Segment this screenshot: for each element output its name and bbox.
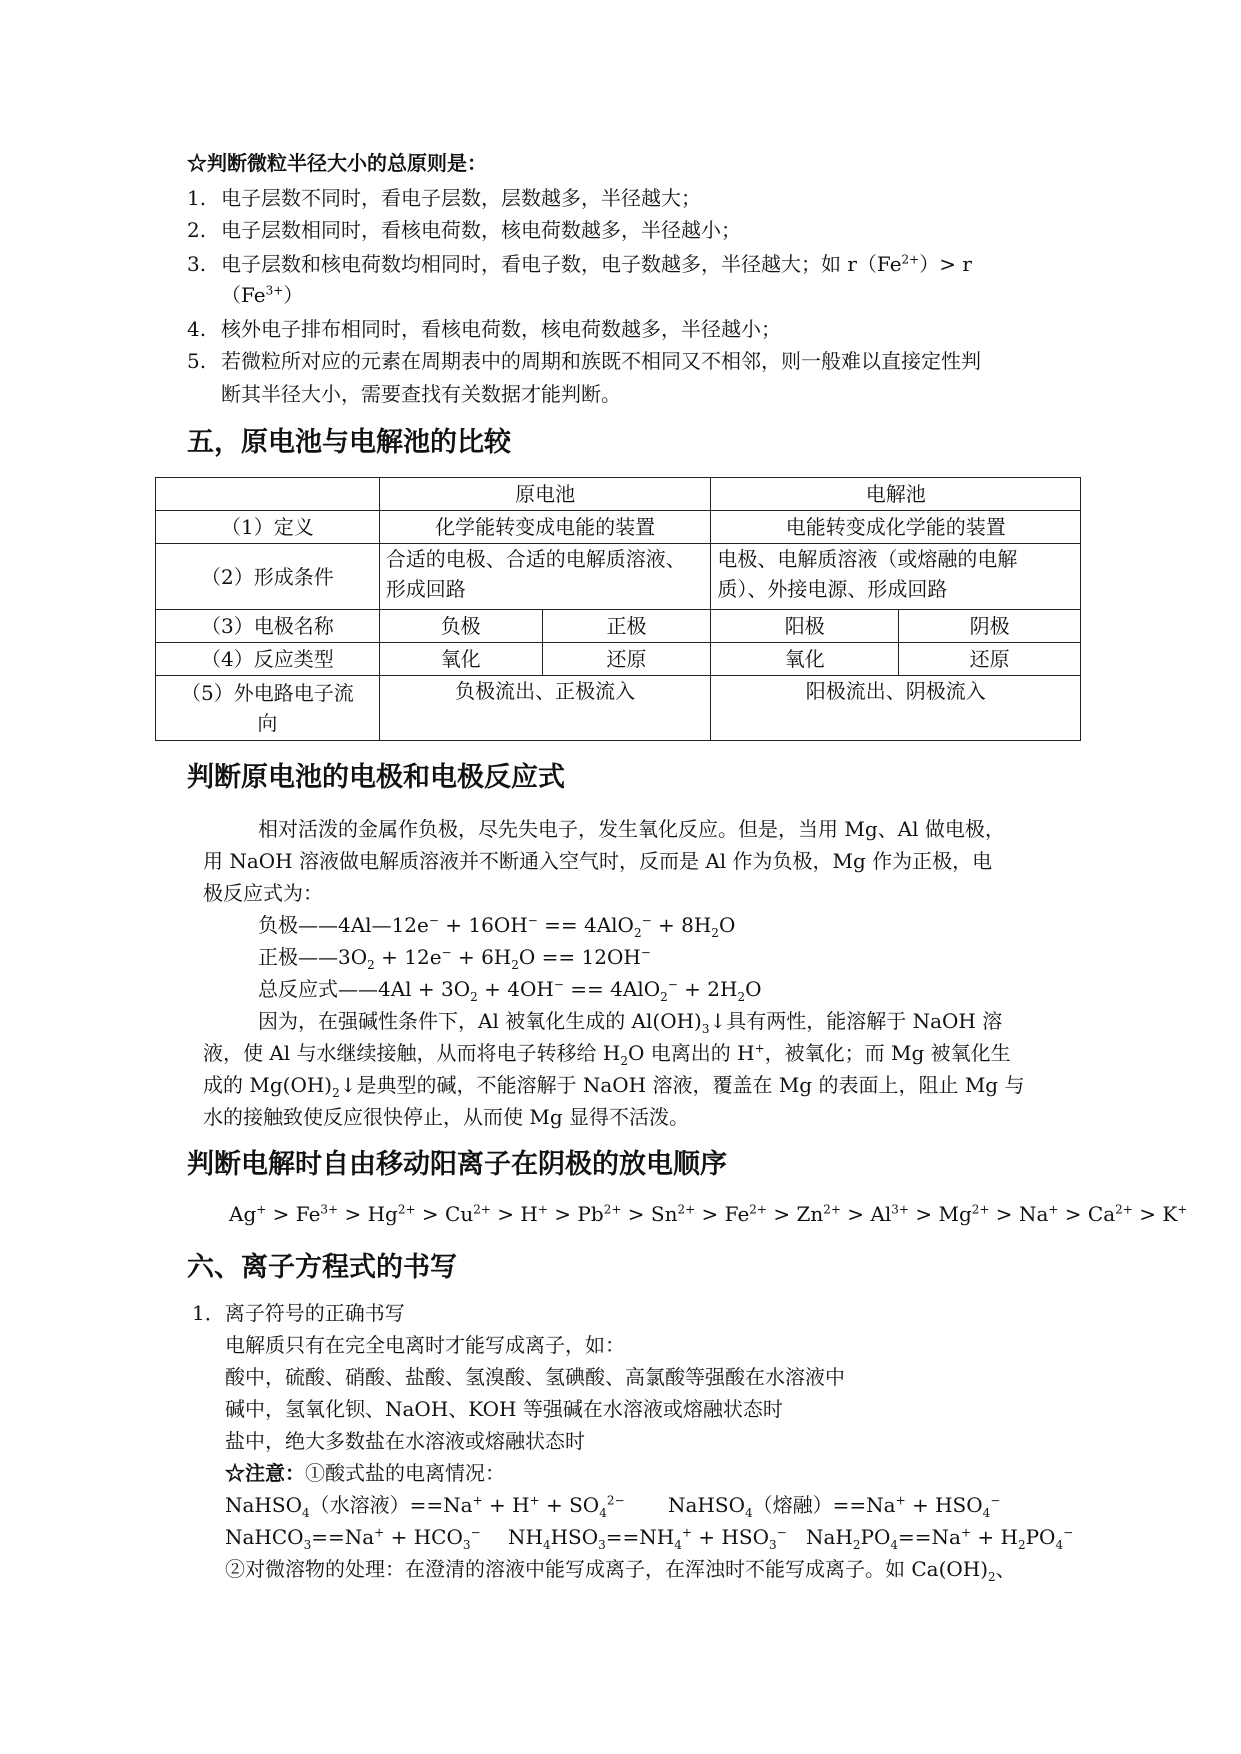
header-primary-cell: 原电池 (379, 478, 711, 511)
comparison-table (155, 477, 1081, 741)
electrode-paragraph-line: 极反应式为： (203, 881, 323, 905)
ion-text-line: 碱中，氢氧化钡、NaOH、KOH 等强碱在水溶液或熔融状态时 (225, 1397, 783, 1421)
table-row (156, 511, 1081, 544)
cation-mg: $Mg^{2+}$ (938, 1202, 990, 1226)
cation-fe: $Fe^{3+}$ (295, 1202, 339, 1226)
discharge-order-line: $Ag^+ > Fe^{3+} > Hg^{2+} > Cu^{2+} > H^+ > Pb^{2+} > Sn^{2+} > Fe^{2+} > Zn^{2+} > Al^{3+} > Mg^{2+} > Na^+ > Ca^{2+} > K^+$ (229, 1202, 1188, 1226)
row-label: （5）外电路电子流 向 (156, 676, 380, 741)
principle-item-5: 5. 若微粒所对应的元素在周期表中的周期和族既不相同又不相邻，则一般难以直接定性判 (187, 349, 981, 373)
primary-flow: 负极流出、正极流入 (379, 676, 711, 741)
electrolytic-definition: 电能转变成化学能的装置 (711, 511, 1081, 544)
cell: 还原 (899, 643, 1081, 676)
section6-heading: 六、离子方程式的书写 (187, 1252, 457, 1283)
electrolytic-conditions: 电极、电解质溶液（或熔融的电解 质）、外接电源、形成回路 (711, 544, 1081, 610)
cation-ca: $Ca^{2+}$ (1087, 1202, 1133, 1226)
cation-na: Na+ (1018, 1202, 1059, 1226)
cation-fe: $Fe^{2+}$ (724, 1202, 767, 1226)
electrode-section-heading: 判断原电池的电极和电极反应式 (187, 762, 565, 793)
table-row (156, 643, 1081, 676)
section5-heading: 五，原电池与电解池的比较 (187, 427, 511, 458)
primary-conditions: 合适的电极、合适的电解质溶液、 形成回路 (379, 544, 711, 610)
table-header-row (156, 478, 1081, 511)
principle-item-2: 2. 电子层数相同时，看核电荷数，核电荷数越多，半径越小； (187, 218, 741, 242)
explanation-line: 成的 $Mg(OH)_2↓$是典型的碱，不能溶解于 NaOH 溶液，覆盖在 Mg 的表面上，阻止 Mg 与 (203, 1073, 1025, 1100)
nahco3-equation: NaHCO$_3$==Na+ + $HCO_3^-$ (225, 1525, 481, 1552)
cell: 阴极 (899, 610, 1081, 643)
negative-electrode-equation: 负极——4Al—12e− + $16OH^- == 4AlO_2^- + 8H_2O$ (258, 913, 736, 940)
principles-title: ☆判断微粒半径大小的总原则是： (187, 151, 487, 175)
principle-item-5-cont: 断其半径大小，需要查找有关数据才能判断。 (221, 382, 621, 406)
cation-sn: $Sn^{2+}$ (650, 1202, 696, 1226)
cell: 阳极 (711, 610, 899, 643)
note-label: ☆注意： (225, 1461, 305, 1485)
cation-k: K+ (1162, 1202, 1188, 1226)
electrode-paragraph-line: 用 NaOH 溶液做电解质溶液并不断通入空气时，反而是 Al 作为负极，Mg 作为正极，电 (203, 849, 993, 873)
row-label: （3）电极名称 (156, 610, 380, 643)
principle-item-1: 1. 电子层数不同时，看电子层数，层数越多，半径越大； (187, 186, 701, 210)
cell: 氧化 (379, 643, 542, 676)
total-reaction-equation: 总反应式——4Al + $3O_2 + 4OH^- == 4AlO_2^- + 2H_2O$ (258, 977, 762, 1004)
ion-text-line: 酸中，硫酸、硝酸、盐酸、氢溴酸、氢碘酸、高氯酸等强酸在水溶液中 (225, 1365, 845, 1389)
ion-text-line: 电解质只有在完全电离时才能写成离子，如： (225, 1333, 625, 1357)
principle-item-3: 3. 电子层数和核电荷数均相同时，看电子数，电子数越多，半径越大；如 $r(Fe^{2+})> r$ (187, 252, 972, 276)
cation-zn: $Zn^{2+}$ (796, 1202, 841, 1226)
cell: 负极 (379, 610, 542, 643)
table-row (156, 544, 1081, 610)
explanation-line: 液，使 Al 与水继续接触，从而将电子转移给 $H_2O$ 电离出的 H+，被氧化；而 Mg 被氧化生 (203, 1041, 1011, 1068)
positive-electrode-equation: 正极$——3O_2 + 12e^- + 6H_2O == 12OH^-$ (258, 945, 651, 972)
cation-hg: $Hg^{2+}$ (367, 1202, 416, 1226)
header-electrolytic-cell: 电解池 (711, 478, 1081, 511)
cell: 正极 (542, 610, 711, 643)
explanation-line: 因为，在强碱性条件下，Al 被氧化生成的 $Al(OH)_3↓$具有两性，能溶解于 NaOH 溶 (258, 1009, 1003, 1036)
row-label: （4）反应类型 (156, 643, 380, 676)
electrolytic-flow: 阳极流出、阴极流入 (711, 676, 1081, 741)
cation-h: H+ (520, 1202, 548, 1226)
microsoluble-note-line: ②对微溶物的处理：在澄清的溶液中能写成离子，在浑浊时不能写成离子。如 $Ca(OH)_2$、 (225, 1557, 1016, 1584)
ion-symbol-subheading: 1．离子符号的正确书写 (192, 1301, 405, 1325)
header-blank (156, 478, 380, 511)
ion-text-line: 盐中，绝大多数盐在水溶液或熔融状态时 (225, 1429, 585, 1453)
table-row (156, 610, 1081, 643)
cation-cu: $Cu^{2+}$ (445, 1202, 491, 1226)
nahso4-molten-equation: NaHSO$_4$（熔融）$==Na^+ + HSO_4^-$ (668, 1493, 1001, 1520)
row-label: （2）形成条件 (156, 544, 380, 610)
nahso4-aqueous-equation: NaHSO$_4$（水溶液）$==Na^+ + H^+ + SO_4^{2-}$ (225, 1493, 625, 1520)
cation-al: $Al^{3+}$ (870, 1202, 909, 1226)
nh4hso3-equation: $NH_4HSO_3==NH_4^+ + HSO_3^-$ (508, 1525, 787, 1552)
primary-definition: 化学能转变成电能的装置 (379, 511, 711, 544)
note-line: ☆注意：①酸式盐的电离情况： (225, 1461, 505, 1485)
cell: 氧化 (711, 643, 899, 676)
table-row (156, 676, 1081, 741)
principle-item-4: 4. 核外电子排布相同时，看核电荷数，核电荷数越多，半径越小； (187, 317, 781, 341)
discharge-section-heading: 判断电解时自由移动阳离子在阴极的放电顺序 (187, 1149, 727, 1180)
cation-pb: $Pb^{2+}$ (577, 1202, 622, 1226)
cation-ag: Ag+ (229, 1202, 267, 1226)
cell: 还原 (542, 643, 711, 676)
explanation-line: 水的接触致使反应很快停止，从而使 Mg 显得不活泼。 (203, 1105, 689, 1129)
electrode-paragraph-line: 相对活泼的金属作负极，尽先失电子，发生氧化反应。但是，当用 Mg、Al 做电极， (258, 817, 1005, 841)
principle-item-3-cont: $(Fe^{3+})$ (221, 283, 304, 307)
row-label: （1）定义 (156, 511, 380, 544)
nah2po4-equation: $NaH_2PO_4==Na^+ + H_2PO_4^-$ (806, 1525, 1074, 1552)
